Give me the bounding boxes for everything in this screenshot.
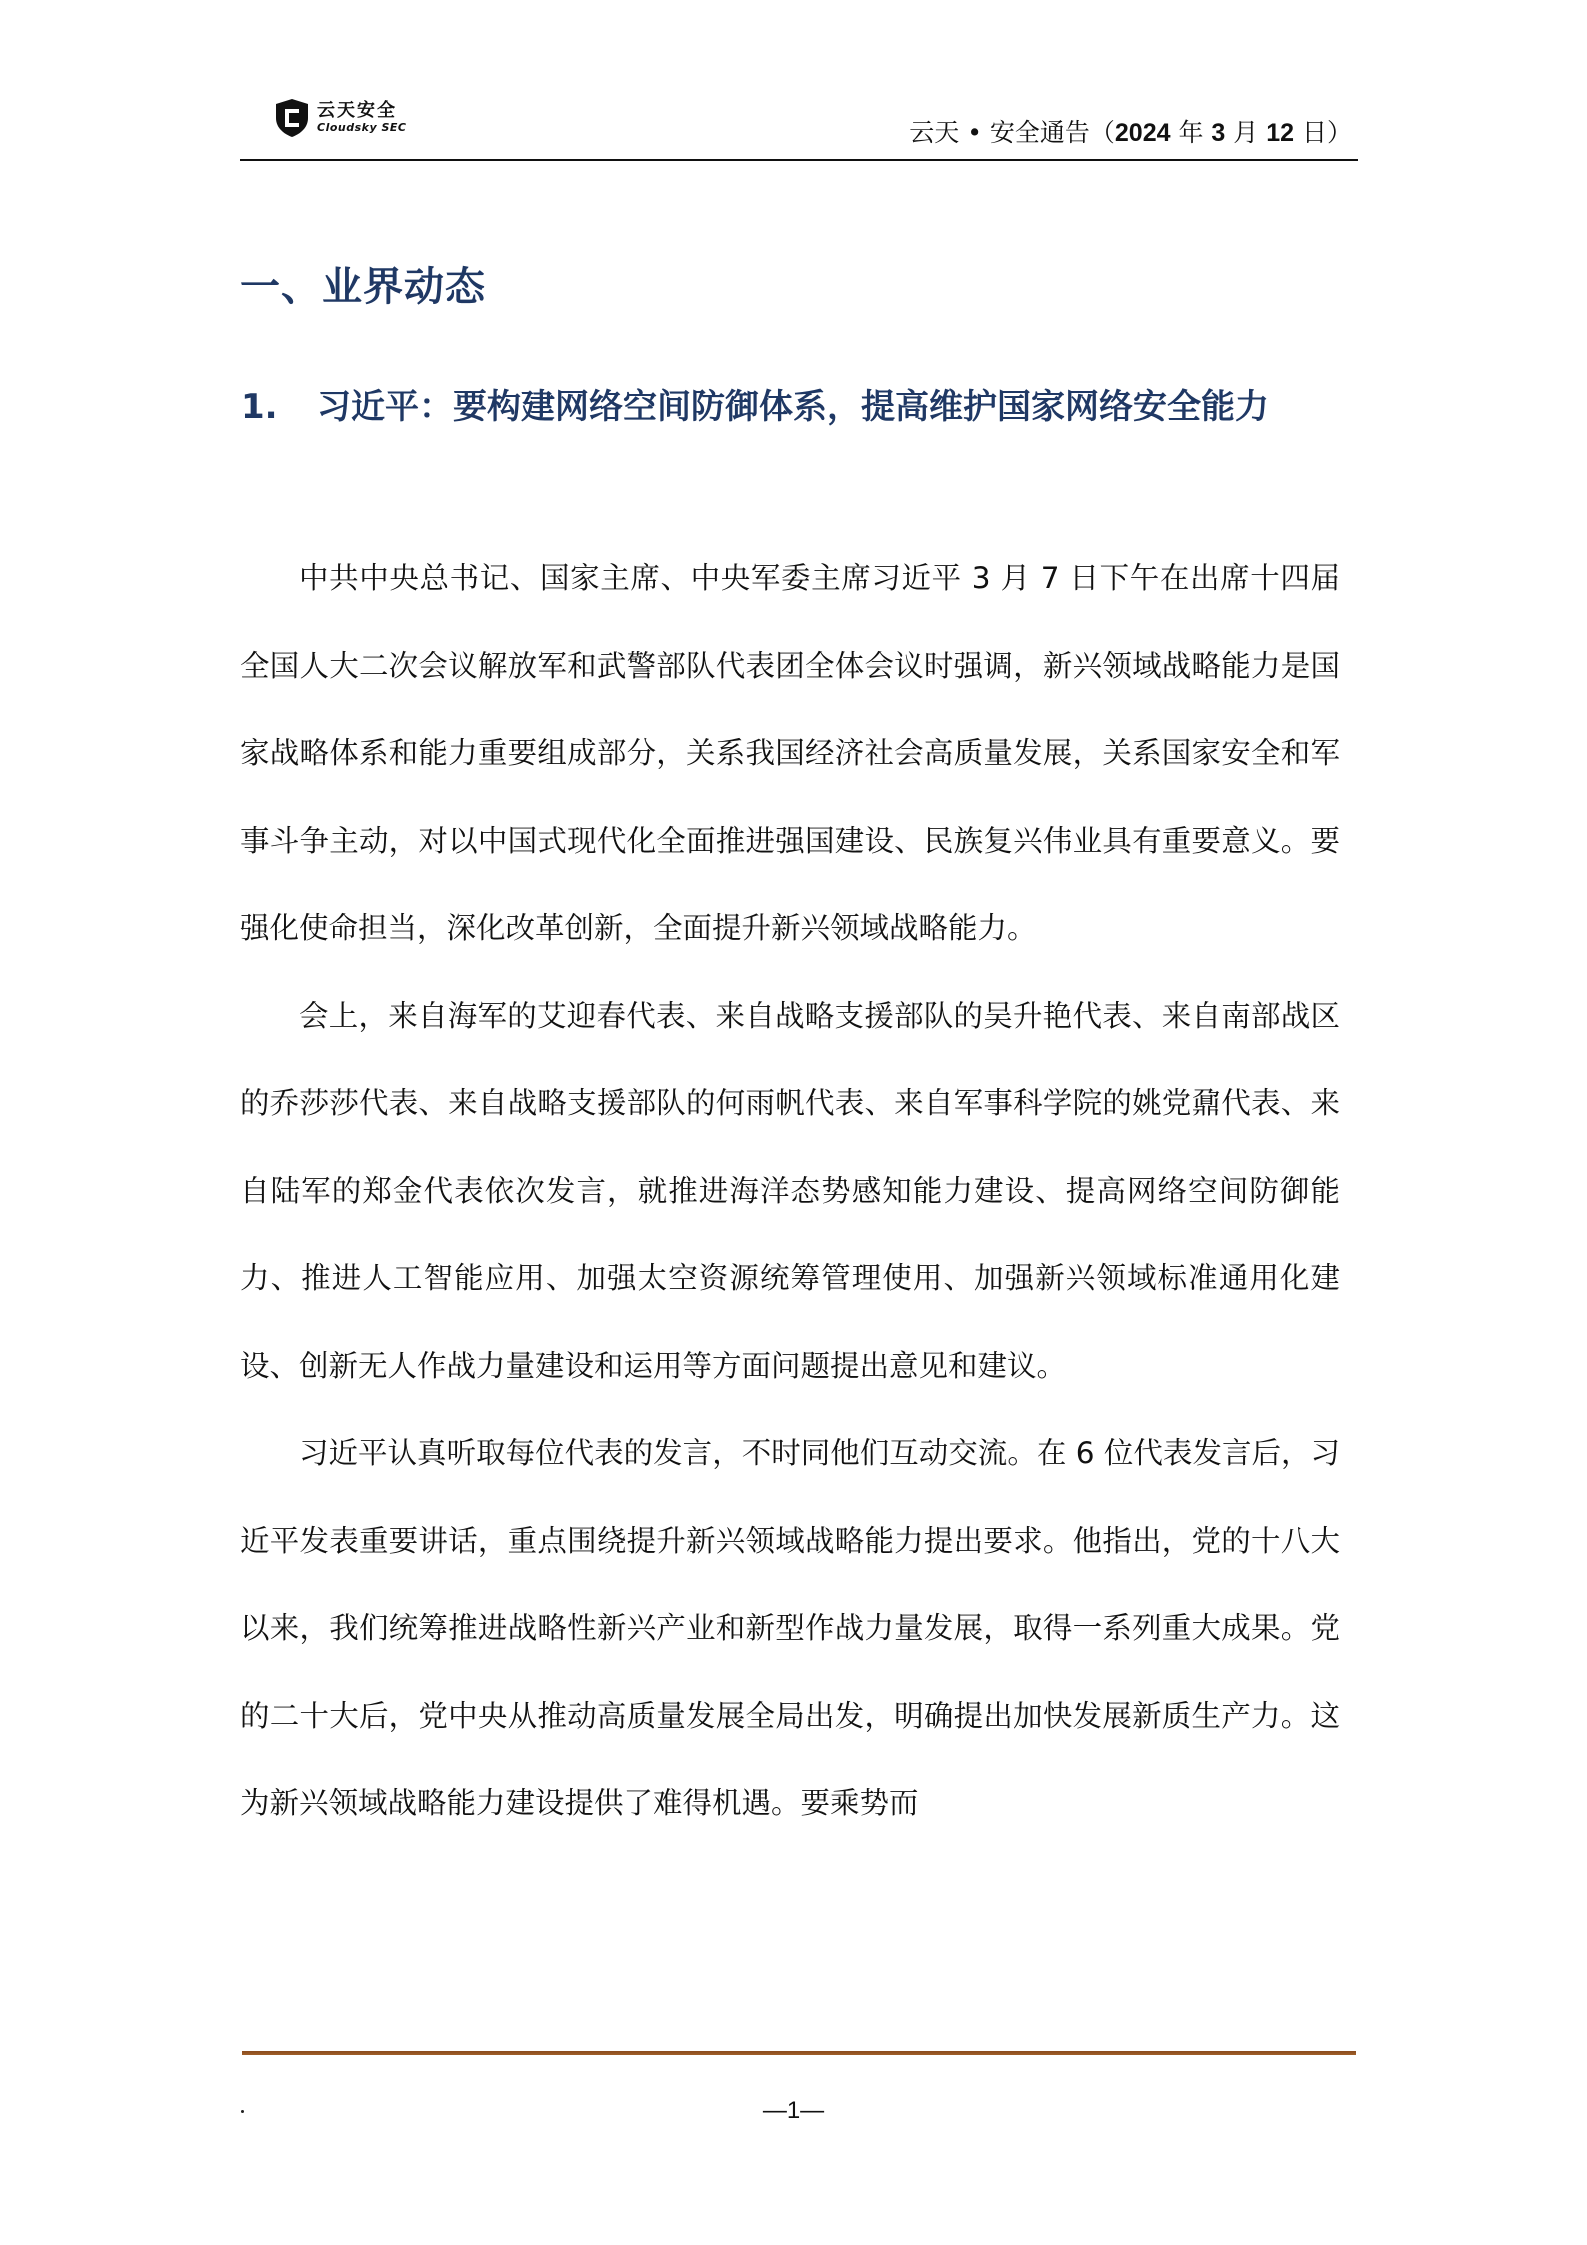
article-heading xyxy=(185,363,1345,451)
section-heading: 一、业界动态 xyxy=(240,264,486,310)
paragraph: 习近平认真听取每位代表的发言，不时同他们互动交流。在 6 位代表发言后，习近平发表重要讲话，重点围绕提升新兴领域战略能力提出要求。他指出，党的十八大以来，我们统筹推进战略性新兴产业和新型作战力量发展，取得一系列重大成果。党的二十大后，党中央从推动高质量发展全局出发，明确提出加快发展新质生产力。这为新兴领域战略能力建设提供了难得机遇。要乘势而 xyxy=(240,1436,1340,1820)
footer-divider xyxy=(242,2051,1356,2055)
logo-chinese-name: 云天安全 xyxy=(317,100,397,121)
article-body xyxy=(240,535,1340,1848)
bulletin-year: 2024 xyxy=(1114,119,1171,147)
bulletin-day: 12 xyxy=(1266,119,1295,147)
bulletin-month: 3 xyxy=(1211,119,1226,147)
month-unit: 月 xyxy=(1225,118,1267,147)
year-unit: 年 xyxy=(1170,118,1212,147)
company-logo xyxy=(275,98,406,138)
article-number: 1. xyxy=(241,387,278,427)
day-unit: 日） xyxy=(1294,118,1352,147)
bulletin-title xyxy=(909,113,1352,149)
paragraph: 中共中央总书记、国家主席、中央军委主席习近平 3 月 7 日下午在出席十四届全国人大二次会议解放军和武警部队代表团全体会议时强调，新兴领域战略能力是国家战略体系和能力重要组成部分，关系我国经济社会高质量发展，关系国家安全和军事斗争主动，对以中国式现代化全面推进强国建设、民族复兴伟业具有重要意义。要强化使命担当，深化改革创新，全面提升新兴领域战略能力。 xyxy=(240,561,1340,945)
paragraph: 会上，来自海军的艾迎春代表、来自战略支援部队的吴升艳代表、来自南部战区的乔莎莎代表、来自战略支援部队的何雨帆代表、来自军事科学院的姚党鼐代表、来自陆军的郑金代表依次发言，就推进海洋态势感知能力建设、提高网络空间防御能力、推进人工智能应用、加强太空资源统筹管理使用、加强新兴领域标准通用化建设、创新无人作战力量建设和运用等方面问题提出意见和建议。 xyxy=(240,998,1340,1383)
logo-english-name: Cloudsky SEC xyxy=(317,121,407,134)
header-divider xyxy=(240,159,1358,161)
article-title: 习近平：要构建网络空间防御体系，提高维护国家网络安全能力 xyxy=(317,387,1269,427)
bulletin-title-prefix: 云天 • 安全通告（ xyxy=(909,118,1115,147)
page-number: —1— xyxy=(762,2097,825,2124)
shield-c-icon xyxy=(275,98,309,138)
